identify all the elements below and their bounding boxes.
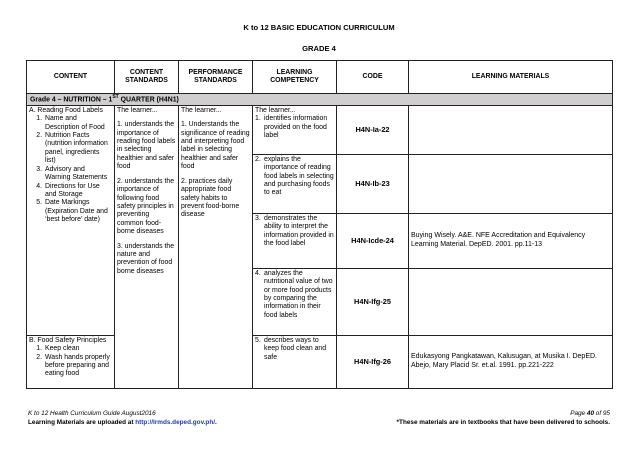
table-row — [27, 335, 613, 388]
code-cell: H4N-Ia-22 — [337, 105, 409, 154]
footer-note: *These materials are in textbooks that have been delivered to schools. — [396, 419, 610, 426]
materials-cell — [409, 154, 613, 213]
col-code: CODE — [337, 61, 409, 94]
content-a-list — [29, 115, 112, 224]
list-item: 5. Date Markings (Expiration Date and ‘best before’ date) — [36, 199, 108, 224]
document-title: K to 12 BASIC EDUCATION CURRICULUM — [243, 23, 395, 32]
content-b-cell — [27, 335, 115, 388]
competency-cell: 2. explains the importance of reading food labels in selecting and purchasing foods to eat — [253, 154, 337, 213]
footer-uploaded: Learning Materials are uploaded at http://lrmds.deped.gov.ph/. — [28, 419, 217, 426]
performance-standards-cell: The learner... 1. Understands the significance of reading and interpreting food label in selecting healthier and safer food 2. practices daily appropriate food safety habits to prevent food-borne disease — [179, 105, 253, 388]
header-row — [27, 61, 613, 94]
list-item: 1. Keep clean — [36, 345, 80, 353]
col-learning-materials: LEARNING MATERIALS — [409, 61, 613, 94]
col-performance-standards: PERFORMANCE STANDARDS — [179, 61, 253, 94]
list-item: 3. Advisory and Warning Statements — [36, 165, 108, 182]
content-b-list — [29, 345, 112, 379]
content-standards-cell: The learner... 1. understands the importance of reading food labels in selecting healthier and safer food 2. understands the importance of following food safety principles in preventing common food-borne diseases 3. understands the nature and prevention of food borne diseases — [115, 105, 179, 388]
grade-row — [27, 94, 613, 106]
list-item: 1. Name and Description of Food — [36, 115, 105, 131]
code-cell: H4N-Ib-23 — [337, 154, 409, 213]
lrmds-link[interactable]: http://lrmds.deped.gov.ph/ — [135, 419, 216, 426]
list-item: 4. Directions for Use and Storage — [36, 182, 100, 198]
table-row — [27, 105, 613, 154]
col-learning-competency: LEARNING COMPETENCY — [253, 61, 337, 94]
footer-page-number: Page 40 of 95 — [570, 410, 610, 417]
competency-cell: 4. analyzes the nutritional value of two or more food products by comparing the information in their food labels — [253, 268, 337, 335]
code-cell: H4N-Ifg-26 — [337, 335, 409, 388]
materials-cell — [409, 268, 613, 335]
competency-cell: The learner... 1. identifies information provided on the food label — [253, 105, 337, 154]
footer-guide: K to 12 Health Curriculum Guide August2016 — [28, 410, 156, 417]
materials-cell: Edukasyong Pangkatawan, Kalusugan, at Musika I. DepED. Abejo, Mary Placid Sr. et.al. 1991. pp.221-222 — [409, 335, 613, 388]
competency-cell: 5. describes ways to keep food clean and safe — [253, 335, 337, 388]
grade-title: GRADE 4 — [302, 44, 336, 53]
curriculum-table — [26, 60, 613, 389]
list-item: 2. Wash hands properly before preparing and eating food — [36, 353, 110, 378]
code-cell: H4N-Ifg-25 — [337, 268, 409, 335]
content-b-heading: B. Food Safety Principles — [29, 336, 107, 344]
competency-cell: 3. demonstrates the ability to interpret the information provided in the food label — [253, 213, 337, 268]
col-content-standards: CONTENT STANDARDS — [115, 61, 179, 94]
code-cell: H4N-Icde-24 — [337, 213, 409, 268]
materials-cell: Buying Wisely. A&E. NFE Accreditation and Equivalency Learning Material. DepED. 2001. pp.11-13 — [409, 213, 613, 268]
content-a-heading: A. Reading Food Labels — [29, 106, 103, 114]
col-content: CONTENT — [27, 61, 115, 94]
materials-cell — [409, 105, 613, 154]
list-item: 2. Nutrition Facts (nutrition information panel, ingredients list) — [36, 131, 108, 165]
content-a-cell — [27, 105, 115, 335]
grade-quarter-label: Grade 4 – NUTRITION – 1ST QUARTER (H4N1) — [27, 94, 613, 106]
